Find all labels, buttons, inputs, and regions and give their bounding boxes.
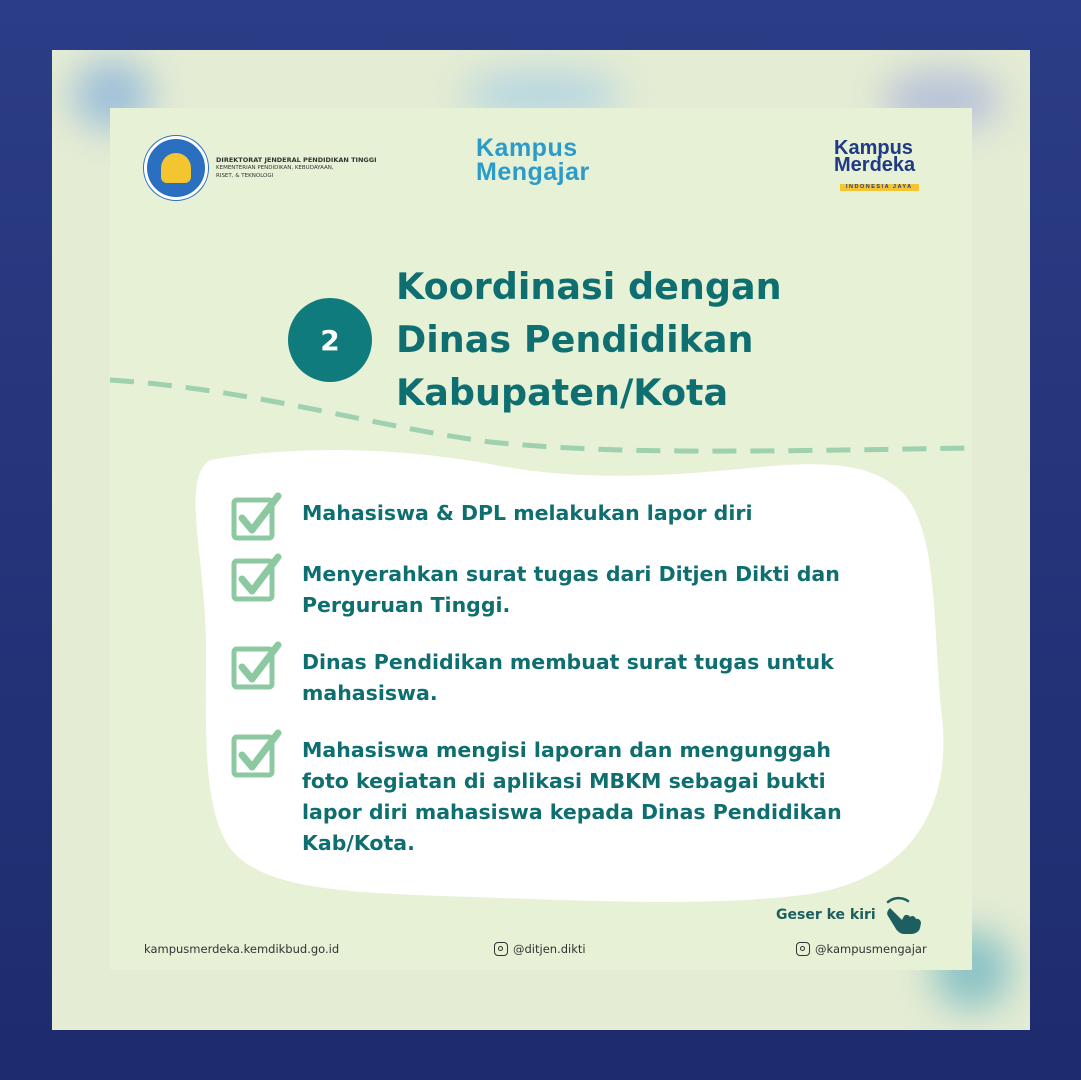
checklist-item: Mahasiswa mengisi laporan dan mengunggah foto kegiatan di aplikasi MBKM sebagai bukti lapor diri mahasiswa kepada Dinas Pendidikan Kab/Kota. xyxy=(230,735,870,859)
checklist xyxy=(230,498,870,859)
info-card xyxy=(110,108,972,970)
swipe-hint: Geser ke kiri xyxy=(776,896,924,934)
org-name: DIREKTORAT JENDERAL PENDIDIKAN TINGGI KEMENTERIAN PENDIDIKAN, KEBUDAYAAN, RISET, & TEKNOLOGI xyxy=(216,156,377,179)
footer-instagram-kampusmengajar[interactable]: @kampusmengajar xyxy=(796,942,927,956)
footer-website[interactable]: kampusmerdeka.kemdikbud.go.id xyxy=(144,942,340,956)
checklist-item: Mahasiswa & DPL melakukan lapor diri xyxy=(230,498,870,529)
instagram-icon xyxy=(494,942,508,956)
kampus-mengajar-logo: Kampus Mengajar xyxy=(476,134,590,186)
step-number-badge: 2 xyxy=(288,298,372,382)
checkbox-check-icon xyxy=(230,553,284,603)
checkbox-check-icon xyxy=(230,729,284,779)
checkbox-check-icon xyxy=(230,492,284,542)
step-title: Koordinasi dengan Dinas Pendidikan Kabupaten/Kota xyxy=(396,265,782,414)
checkbox-check-icon xyxy=(230,641,284,691)
kampus-merdeka-logo: Kampus Merdeka INDONESIA JAYA xyxy=(834,140,919,191)
swipe-hand-icon xyxy=(884,896,924,934)
checklist-item: Dinas Pendidikan membuat surat tugas untuk mahasiswa. xyxy=(230,647,870,709)
footer-instagram-ditjen[interactable]: @ditjen.dikti xyxy=(494,942,586,956)
checklist-item: Menyerahkan surat tugas dari Ditjen Dikti dan Perguruan Tinggi. xyxy=(230,559,870,621)
instagram-icon xyxy=(796,942,810,956)
